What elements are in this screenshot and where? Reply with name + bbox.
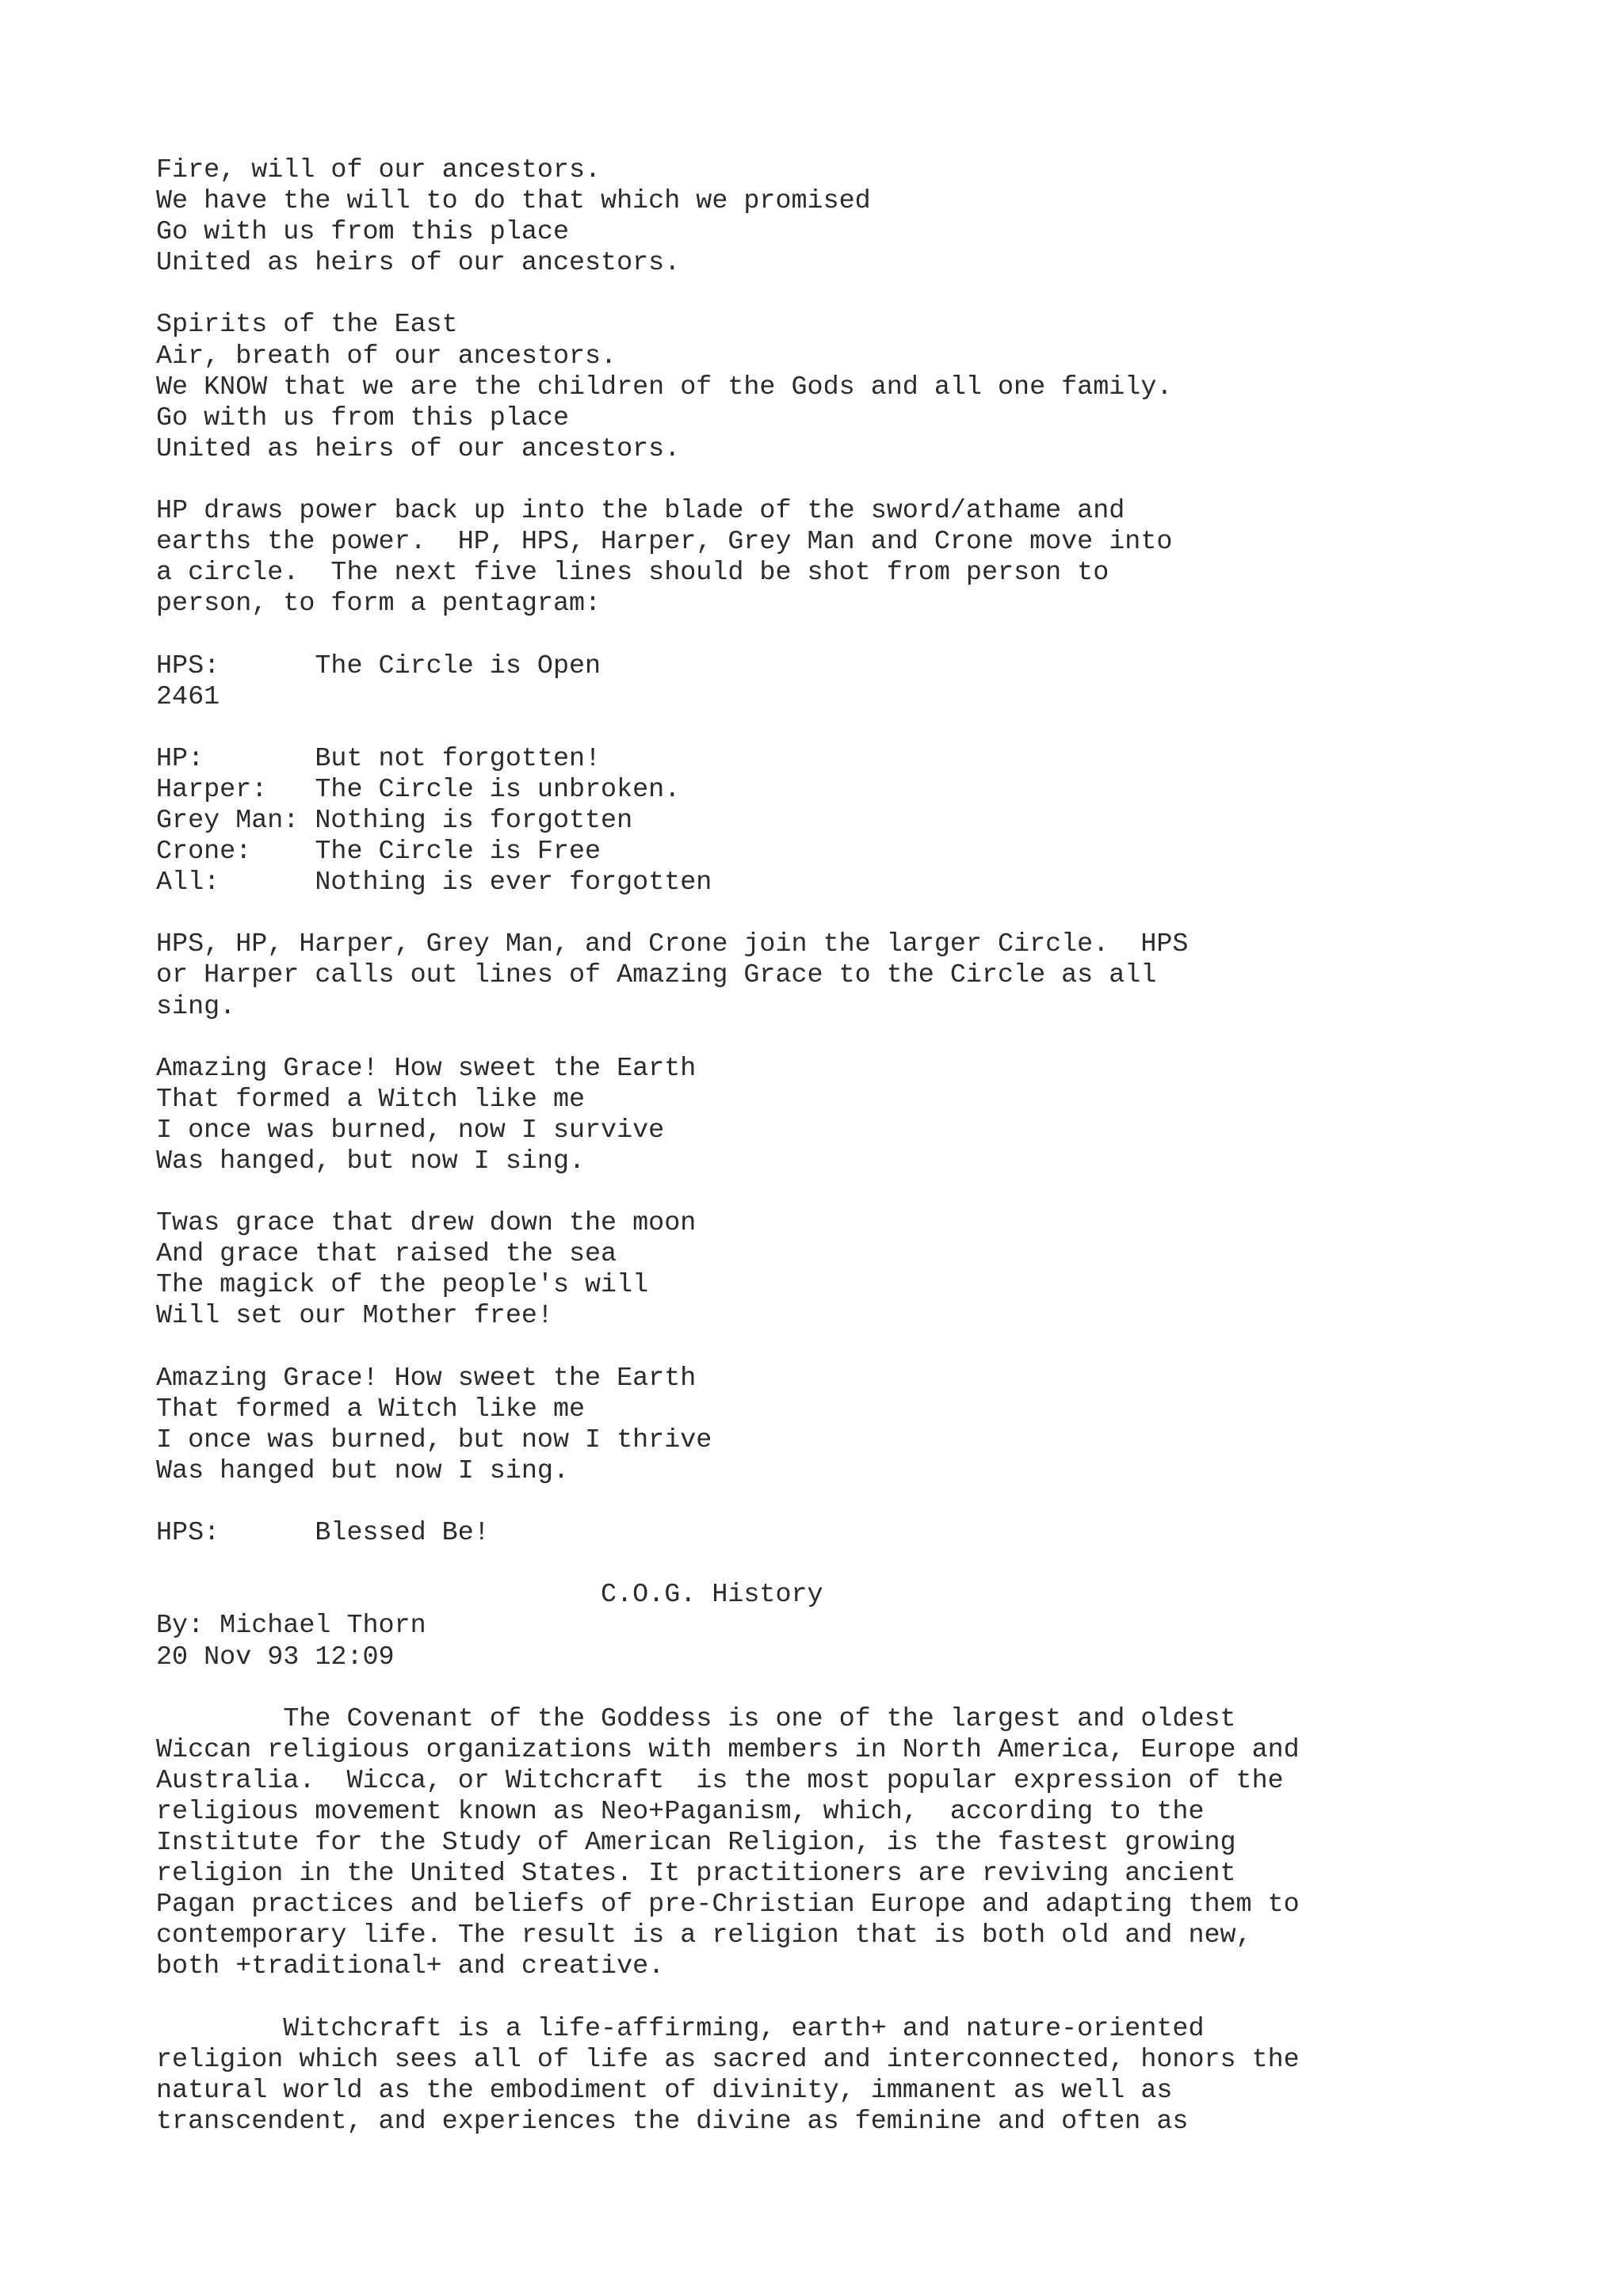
text-line: We have the will to do that which we promised [156,186,871,217]
text-line: Wiccan religious organizations with members in North America, Europe and [156,1734,1300,1765]
text-line: Go with us from this place [156,217,569,248]
text-line: person, to form a pentagram: [156,589,601,620]
text-line: All: Nothing is ever forgotten [156,868,712,898]
text-line: HPS, HP, Harper, Grey Man, and Crone join the larger Circle. HPS [156,929,1189,960]
text-line: HP draws power back up into the blade of the sword/athame and [156,496,1125,527]
text-line: Amazing Grace! How sweet the Earth [156,1363,697,1394]
text-line: Harper: The Circle is unbroken. [156,774,681,805]
text-line: earths the power. HP, HPS, Harper, Grey Man and Crone move into [156,527,1173,558]
text-line: I once was burned, but now I thrive [156,1425,712,1455]
blank-line [156,1333,1583,1363]
date-line: 20 Nov 93 12:09 [156,1642,395,1672]
blank-line [156,1549,1583,1580]
text-line: Was hanged but now I sing. [156,1455,569,1486]
blank-line [156,1177,1583,1208]
text-line: contemporary life. The result is a religion that is both old and new, [156,1920,1252,1951]
text-line: Spirits of the East [156,310,458,341]
section-title: C.O.G. History [156,1580,823,1611]
byline: By: Michael Thorn [156,1611,426,1642]
blank-line [156,620,1583,650]
text-line: natural world as the embodiment of divinity, immanent as well as [156,2075,1173,2106]
text-line: HPS: The Circle is Open [156,650,601,681]
text-line: That formed a Witch like me [156,1084,586,1115]
document-page [156,155,1583,2138]
text-line: Fire, will of our ancestors. [156,155,601,185]
blank-line [156,713,1583,744]
text-line: Air, breath of our ancestors. [156,341,617,372]
text-line: HP: But not forgotten! [156,743,601,774]
text-line: Institute for the Study of American Religion, is the fastest growing [156,1828,1236,1859]
text-line: The magick of the people's will [156,1270,649,1301]
text-line: both +traditional+ and creative. [156,1951,665,1982]
text-line: Twas grace that drew down the moon [156,1208,697,1239]
blank-line [156,1673,1583,1704]
text-line: transcendent, and experiences the divine as feminine and often as [156,2106,1189,2137]
blank-line [156,465,1583,496]
text-line: a circle. The next five lines should be shot from person to [156,558,1109,589]
text-line: or Harper calls out lines of Amazing Grace to the Circle as all [156,960,1157,991]
text-line: I once was burned, now I survive [156,1115,665,1146]
text-line: The Covenant of the Goddess is one of the largest and oldest [156,1703,1236,1734]
text-line: religious movement known as Neo+Paganism, which, according to the [156,1796,1205,1827]
text-line: Go with us from this place [156,402,569,433]
text-line: Will set our Mother free! [156,1301,553,1332]
blank-line [156,1023,1583,1054]
blank-line [156,1983,1583,2014]
text-line: And grace that raised the sea [156,1239,617,1270]
text-line: HPS: Blessed Be! [156,1518,490,1549]
text-line: Was hanged, but now I sing. [156,1146,586,1177]
blank-line [156,279,1583,310]
text-line: Crone: The Circle is Free [156,837,601,868]
text-line: United as heirs of our ancestors. [156,248,681,279]
text-line: Australia. Wicca, or Witchcraft is the most popular expression of the [156,1765,1284,1796]
text-line: Grey Man: Nothing is forgotten [156,805,633,836]
text-line: United as heirs of our ancestors. [156,433,681,464]
text-line: sing. [156,991,236,1022]
text-line: That formed a Witch like me [156,1394,586,1425]
text-line: religion in the United States. It practitioners are reviving ancient [156,1859,1236,1890]
blank-line [156,898,1583,929]
text-line: We KNOW that we are the children of the Gods and all one family. [156,372,1173,402]
text-line: Pagan practices and beliefs of pre-Christian Europe and adapting them to [156,1890,1300,1920]
text-line: Witchcraft is a life-affirming, earth+ and nature-oriented [156,2013,1205,2044]
blank-line [156,1487,1583,1518]
text-line: Amazing Grace! How sweet the Earth [156,1053,697,1084]
text-line: 2461 [156,681,220,712]
text-line: religion which sees all of life as sacred and interconnected, honors the [156,2044,1300,2075]
